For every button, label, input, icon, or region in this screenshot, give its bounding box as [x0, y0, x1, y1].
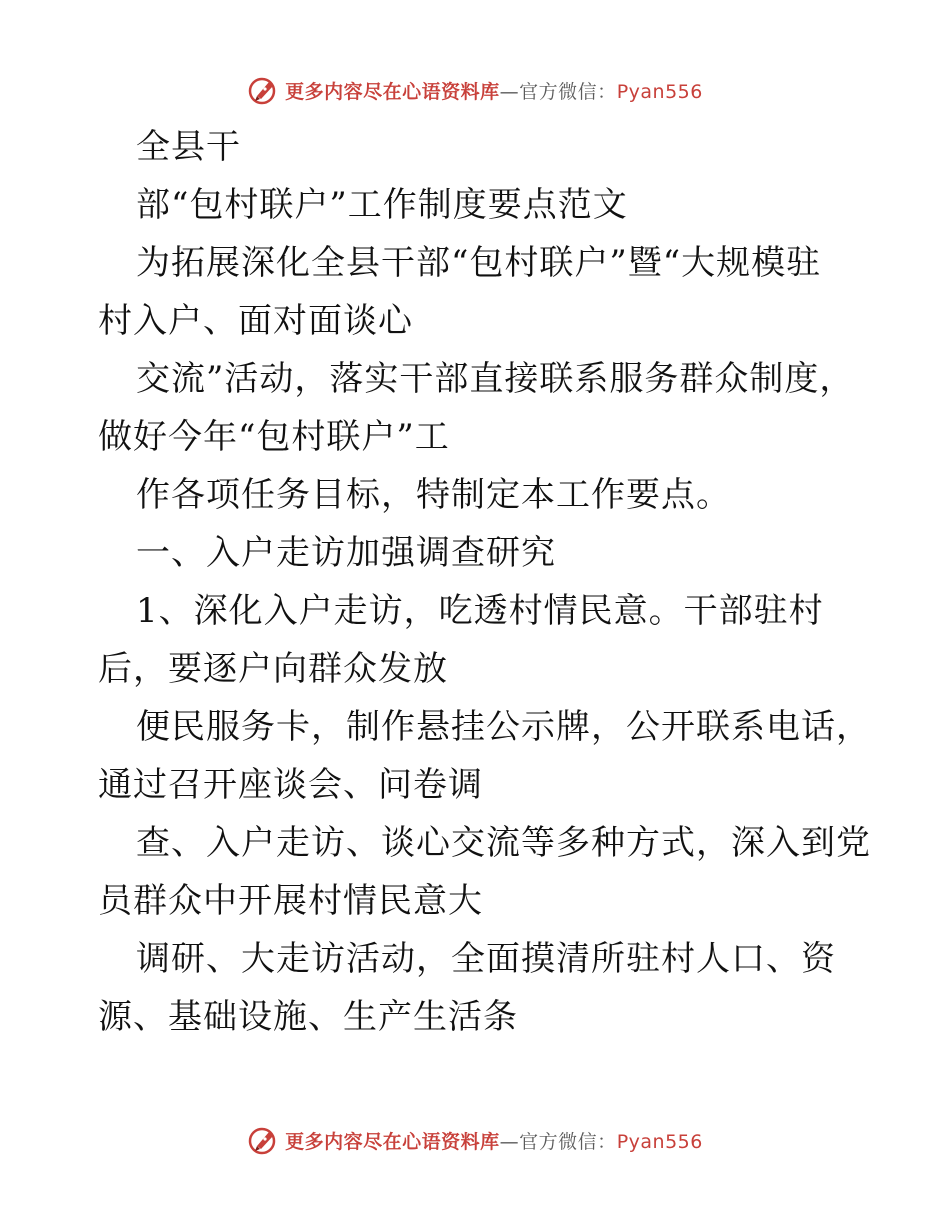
text-line: 源、基础设施、生产生活条 [98, 997, 518, 1037]
banner-wechat-label: —官方微信： [499, 80, 617, 103]
banner-wechat-id: Pyan556 [616, 80, 703, 103]
banner-site-name: 更多内容尽在心语资料库 [285, 1130, 500, 1153]
banner-site-name: 更多内容尽在心语资料库 [285, 80, 500, 103]
text-line: 查、入户走访、谈心交流等多种方式，深入到党 [136, 823, 871, 863]
text-line: 便民服务卡，制作悬挂公示牌，公开联系电话， [136, 707, 871, 747]
text-line: 通过召开座谈会、问卷调 [98, 765, 483, 805]
pen-nib-logo-icon [247, 1124, 279, 1156]
text-line: 1、深化入户走访，吃透村情民意。干部驻村 [136, 591, 824, 631]
banner-wechat-label: —官方微信： [499, 1130, 617, 1153]
pen-nib-logo-icon [247, 74, 279, 106]
text-line: 村入户、面对面谈心 [98, 301, 413, 341]
text-line: 调研、大走访活动，全面摸清所驻村人口、资 [136, 939, 836, 979]
text-line: 部“包村联户”工作制度要点范文 [136, 185, 628, 225]
section-heading: 一、入户走访加强调查研究 [136, 533, 556, 573]
banner-text [285, 77, 703, 104]
text-line: 后，要逐户向群众发放 [98, 649, 448, 689]
text-line: 全县干 [136, 127, 241, 167]
text-line: 为拓展深化全县干部“包村联户”暨“大规模驻 [136, 243, 822, 283]
header-banner [0, 70, 950, 110]
footer-banner [0, 1120, 950, 1160]
text-line: 员群众中开展村情民意大 [98, 881, 483, 921]
text-line: 交流”活动，落实干部直接联系服务群众制度， [136, 359, 855, 399]
text-line: 作各项任务目标，特制定本工作要点。 [136, 475, 731, 515]
banner-wechat-id: Pyan556 [616, 1130, 703, 1153]
document-body [98, 118, 871, 1046]
text-line: 做好今年“包村联户”工 [98, 417, 450, 457]
banner-text [285, 1127, 703, 1154]
